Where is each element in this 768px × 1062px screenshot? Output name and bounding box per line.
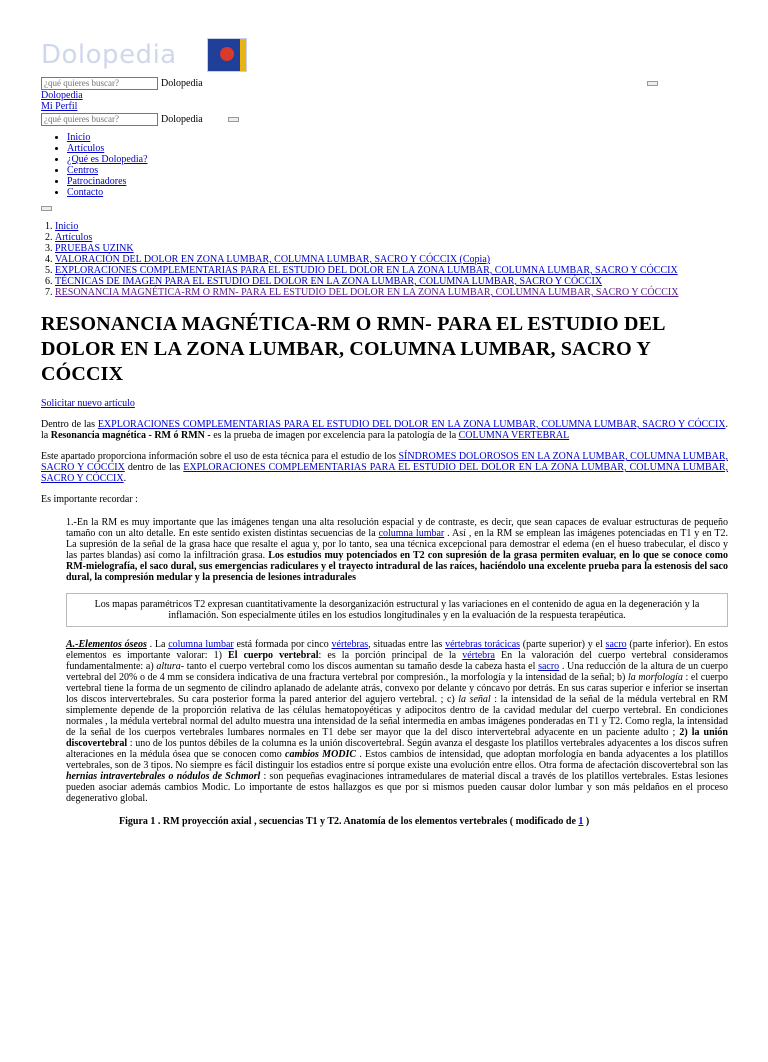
search-bar-secondary <box>41 112 728 126</box>
vertebras-link[interactable]: vértebras <box>331 639 369 650</box>
profile-link[interactable]: Mi Perfil <box>41 101 78 112</box>
reminder-heading: Es importante recordar : <box>41 494 138 505</box>
search-button[interactable] <box>647 81 658 86</box>
site-logo[interactable] <box>41 38 728 76</box>
nav-item-inicio: • Inicio <box>67 132 728 143</box>
bony-elements-paragraph: A.-Elementos óseos . La columna lumbar está formada por cinco vértebras, situadas entre las vértebras torácicas (parte superior) y el sacro (parte inferior). En estos elementos es importante valorar: 1) El cuerpo vertebral: es la porción principal de la vértebra En la valoración del cuerpo vertebral consideramos fundamentalmente: a) altura- tanto el cuerpo vertebral como los discos aumentan su tamaño desde la cabeza hasta el sacro . Una reducción de la altura de un cuerpo vertebral del 20% o de 4 mm se considera indicativa de una fractura vertebral por compresión., la morfología y la intensidad de la señal; b) la morfología : el cuerpo vertebral tiene la forma de un segmento de cilindro aplanado de adelante atrás, convexo por delante y cóncavo por detrás. En sus caras superior e inferior se insertan los discos intervertebrales. Su cara posterior forma la pared anterior del agujero vertebral. ; c) la señal : la intensidad de la señal de la médula vertebral en RM simplemente depende de la proporción relativa de las células hematopoyéticas y adipocitos dentro de la cavidad medular del cuerpo vertebral. En condiciones normales , la médula vertebral normal del adulto muestra una intensidad de la señal intermedia en ambas imágenes ponderadas en T1 y T2. Como regla, la intensidad de la señal de los cuerpos vertebrales lumbares normales en T1 debe ser mayor que la del disco intervertebral adyacente en un paciente adulto ; 2) la unión discovertebral : uno de los puntos débiles de la columna es la unión discovertebral. Según avanza el desgaste los platillos vertebrales adyacentes a los discos sufren alteraciones en la médula ósea que se conocen como cambios MODIC . Estos cambios de intensidad, que adoptan morfología en banda adyacentes a los platillos vertebrales, son de 3 tipos. No siempre es fácil distinguir los estadios entre sí porque existe una evolución entre ellos. Otra forma de afectación discovertebral son las hernias intravertebrales o nódulos de Schmorl : son pequeñas evaginaciones intramedulares de material discal a través de los platillos vertebrales. Estas lesiones pueden asociar además cambios Modic. Lo importante de estos hallazgos es que por si mismos pueden causar dolor lumbar y son más peldaños en el proceso degenerativo global. <box>66 639 729 804</box>
search-button-secondary[interactable] <box>228 117 239 122</box>
nav-item-articulos: • Artículos <box>67 143 728 154</box>
menu-toggle-button[interactable] <box>41 206 52 211</box>
search-bar-top <box>41 76 728 90</box>
breadcrumb-item-current: 7. RESONANCIA MAGNÉTICA-RM O RMN- PARA EL ESTUDIO DEL DOLOR EN LA ZONA LUMBAR, COLUMNA LUMBAR, SACRO Y CÓCCIX <box>55 287 728 298</box>
page <box>0 38 728 827</box>
breadcrumb-item: 4. VALORACIÓN DEL DOLOR EN ZONA LUMBAR, COLUMNA LUMBAR, SACRO Y CÓCCIX (Copia) <box>55 254 728 265</box>
nav-item-que-es: • ¿Qué es Dolopedia? <box>67 154 728 165</box>
logo-text: Dolopedia <box>41 40 177 70</box>
nav-item-patrocinadores: • Patrocinadores <box>67 176 728 187</box>
logo-bar-icon <box>240 39 246 71</box>
t2-maps-callout: Los mapas paramétricos T2 expresan cuantitativamente la desorganización estructural y las variaciones en el contenido de agua en la degeneración y la inflamación. Son especialmente útiles en los estudios longitudinales y en la evaluación de la respuesta terapéutica. <box>66 593 728 627</box>
columna-vertebral-link[interactable]: COLUMNA VERTEBRAL <box>458 430 570 441</box>
nav-item-contacto: • Contacto <box>67 187 728 198</box>
exploraciones-link[interactable]: EXPLORACIONES COMPLEMENTARIAS PARA EL ESTUDIO DEL DOLOR EN LA ZONA LUMBAR, COLUMNA LUMBAR, SACRO Y CÓCCIX <box>97 419 726 430</box>
figure-caption: Figura 1 . RM proyección axial , secuencias T1 y T2. Anatomía de los elementos vertebrales ( modificado de 1 ) <box>119 816 590 827</box>
breadcrumb-item: 2. Artículos <box>55 232 728 243</box>
sacro-link[interactable]: sacro <box>605 639 627 650</box>
search-input-secondary[interactable] <box>41 113 158 126</box>
vertebra-link[interactable]: vértebra <box>462 650 495 661</box>
resolution-paragraph: 1.-En la RM es muy importante que las imágenes tengan una alta resolución espacial y de contraste, es decir, que sean capaces de evaluar estructuras de pequeño tamaño con un alto detalle. En este sentido existen distintas secuencias de la columna lumbar . Así , en la RM se emplean las imágenes potenciadas en T1 y en T2. La supresión de la señal de la grasa hace que resalte el agua y, por lo tanto, sea una técnica excepcional para demostrar el edema (en el hueso trabecular, el disco y las partes blandas) así como la infiltración grasa. Los estudios muy potenciados en T2 con supresión de la grasa permiten evaluar, en lo que se conoce como RM-mielografía, el saco dural, sus emergencias radiculares y el trayecto intradural de las raíces, haciéndolo una excelente prueba para la estenosis del saco dural, la compresión medular y la presencia de lesiones intradurales <box>66 517 729 583</box>
scope-paragraph: Este apartado proporciona información sobre el uso de esta técnica para el estudio de los SÍNDROMES DOLOROSOS EN LA ZONA LUMBAR, COLUMNA LUMBAR, SACRO Y CÓCCIX dentro de las EXPLORACIONES COMPLEMENTARIAS PARA EL ESTUDIO DEL DOLOR EN LA ZONA LUMBAR, COLUMNA LUMBAR, SACRO Y CÓCCIX. <box>41 451 729 484</box>
request-article-link[interactable]: Solicitar nuevo artículo <box>41 398 135 409</box>
home-link[interactable]: Dolopedia <box>41 90 83 101</box>
page-title: RESONANCIA MAGNÉTICA-RM O RMN- PARA EL ESTUDIO DEL DOLOR EN LA ZONA LUMBAR, COLUMNA LUMBAR, SACRO Y CÓCCIX <box>41 313 665 385</box>
nav-item-centros: • Centros <box>67 165 728 176</box>
search-scope-label: Dolopedia <box>161 77 203 89</box>
sacro-link-2[interactable]: sacro <box>538 661 560 672</box>
main-nav <box>41 132 728 198</box>
breadcrumb-item: 6. TÉCNICAS DE IMAGEN PARA EL ESTUDIO DEL DOLOR EN LA ZONA LUMBAR, COLUMNA LUMBAR, SACRO Y CÓCCIX <box>55 276 728 287</box>
search-scope-label-secondary: Dolopedia <box>161 113 203 125</box>
intro-paragraph: Dentro de las EXPLORACIONES COMPLEMENTARIAS PARA EL ESTUDIO DEL DOLOR EN LA ZONA LUMBAR, COLUMNA LUMBAR, SACRO Y CÓCCIX. la Resonancia magnética - RM ó RMN - es la prueba de imagen por excelencia para la patología de la COLUMNA VERTEBRAL <box>41 419 728 441</box>
reference-link[interactable]: 1 <box>578 816 584 827</box>
search-input[interactable] <box>41 77 158 90</box>
vertebras-toracicas-link[interactable]: vértebras torácicas <box>445 639 521 650</box>
breadcrumb-item: 5. EXPLORACIONES COMPLEMENTARIAS PARA EL ESTUDIO DEL DOLOR EN LA ZONA LUMBAR, COLUMNA LUMBAR, SACRO Y CÓCCIX <box>55 265 728 276</box>
exploraciones-link-2[interactable]: EXPLORACIONES COMPLEMENTARIAS PARA EL ESTUDIO DEL DOLOR EN LA ZONA LUMBAR, COLUMNA LUMBAR, SACRO Y CÓCCIX <box>41 462 729 484</box>
columna-lumbar-link-2[interactable]: columna lumbar <box>168 639 234 650</box>
sindromes-link[interactable]: SÍNDROMES DOLOROSOS EN LA ZONA LUMBAR, COLUMNA LUMBAR, SACRO Y CÓCCIX <box>41 451 728 473</box>
breadcrumb <box>41 221 728 298</box>
logo-dot-icon <box>220 47 234 61</box>
logo-emblem-icon <box>207 38 247 72</box>
breadcrumb-item: 1. Inicio <box>55 221 728 232</box>
columna-lumbar-link[interactable]: columna lumbar <box>378 528 445 539</box>
breadcrumb-item: 3. PRUEBAS UZINK <box>55 243 728 254</box>
